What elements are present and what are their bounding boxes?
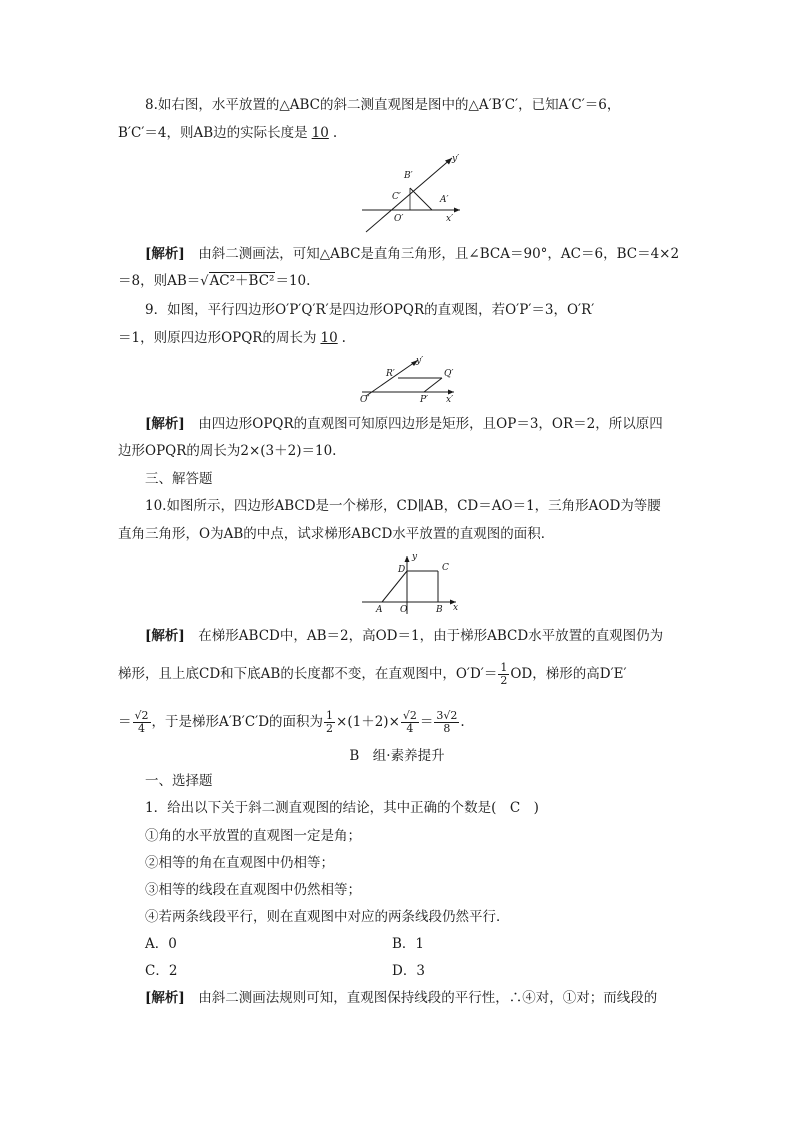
q8-label-O: O′ [394, 214, 404, 224]
s8-text-3: ＝10. [275, 273, 311, 289]
s8-text-2: ＝8，则AB＝ [118, 273, 201, 289]
q9-label-R: R′ [386, 369, 395, 379]
q9-label-x: x′ [446, 395, 454, 404]
s10-text-7: ＝ [419, 714, 434, 730]
q8-period: . [332, 125, 338, 141]
s8-radical: AC²＋BC² [209, 273, 275, 289]
q10-figure [360, 552, 466, 616]
s10-line-1 [145, 627, 663, 645]
s10-frac-5 [434, 710, 459, 735]
section-3-heading: 三、解答题 [145, 471, 213, 487]
q10-label-B: B [436, 605, 443, 615]
s1-tag: [解析] [145, 990, 185, 1006]
frac-denominator: 8 [443, 722, 451, 735]
q8-text: B′C′＝4，则AB边的实际长度是 [118, 125, 308, 141]
frac-numerator: √2 [402, 709, 417, 722]
q9-label-y: y′ [416, 356, 424, 366]
frac-numerator: 3√2 [436, 709, 458, 722]
q8-label-x: x′ [446, 214, 454, 224]
s10-tag: [解析] [145, 628, 185, 644]
s10-frac-1 [498, 662, 509, 687]
q1-option-c: C．2 [145, 963, 178, 979]
s10-line-3 [118, 710, 465, 735]
q1-option-d: D．3 [392, 963, 425, 979]
s9-line-1 [145, 415, 663, 433]
q8-label-y: y′ [452, 154, 460, 164]
section-1-heading: 一、选择题 [145, 773, 213, 789]
q1-statement-3: ③相等的线段在直观图中仍然相等； [145, 882, 361, 898]
s10-text-8: . [460, 714, 465, 730]
s10-text-5: ，于是梯形A′B′C′D的面积为 [151, 714, 324, 730]
q10-label-O: O [400, 605, 408, 615]
s9-tag: [解析] [145, 416, 185, 432]
q8-line-1: 8.如右图，水平放置的△ABC的斜二测直观图是图中的△A′B′C′，已知A′C′＝6， [145, 97, 621, 113]
s1-line-1 [145, 989, 657, 1007]
s8-tag: [解析] [145, 246, 185, 262]
s9-text-1: 由四边形OPQR的直观图可知原四边形是矩形，且OP＝3，OR＝2，所以原四 [198, 416, 663, 432]
q10-label-y: y [412, 552, 418, 562]
s10-text-4: ＝ [118, 714, 132, 730]
q9-label-O: O′ [360, 395, 370, 404]
q1-statement-4: ④若两条线段平行，则在直观图中对应的两条线段仍然平行． [145, 909, 510, 925]
s10-frac-2 [133, 710, 151, 735]
frac-numerator: 1 [326, 709, 334, 722]
group-b-heading: B 组·素养提升 [349, 748, 445, 764]
q8-label-A: A′ [440, 195, 449, 205]
q8-line-2 [118, 124, 337, 142]
s8-text-1: 由斜二测画法，可知△ABC是直角三角形，且∠BCA＝90°，AC＝6，BC＝4×2 [198, 246, 680, 262]
q8-answer: 10 [311, 125, 329, 141]
q1-stem: 1．给出以下关于斜二测直观图的结论，其中正确的个数是( C ) [145, 800, 539, 816]
frac-denominator: 4 [406, 722, 414, 735]
q8-figure [360, 150, 470, 236]
q1-statement-2: ②相等的角在直观图中仍相等； [145, 855, 334, 871]
q10-label-C: C [442, 563, 449, 573]
q1-statement-1: ①角的水平放置的直观图一定是角； [145, 828, 361, 844]
q9-answer: 10 [320, 330, 338, 346]
s9-line-2: 边形OPQR的周长为2×(3＋2)＝10. [118, 443, 337, 459]
q9-line-1: 9．如图，平行四边形O′P′Q′R′是四边形OPQR的直观图，若O′P′＝3，O′R′ [145, 302, 595, 318]
q1-option-b: B．1 [392, 936, 425, 952]
q9-label-P: P′ [420, 395, 429, 404]
frac-numerator: √2 [134, 709, 149, 722]
q10-label-D: D [398, 565, 406, 575]
q9-period: . [341, 330, 346, 346]
q10-label-x: x [453, 603, 459, 613]
s10-text-6: ×(1＋2)× [336, 714, 400, 730]
s10-frac-4 [401, 710, 419, 735]
q1-option-a: A．0 [145, 936, 177, 952]
frac-denominator: 4 [138, 722, 145, 735]
s10-line-2 [118, 662, 627, 687]
s8-line-1 [145, 245, 679, 263]
s8-line-2: ＝8，则AB＝√AC²＋BC²＝10. [118, 273, 311, 289]
s10-frac-3 [324, 710, 335, 735]
frac-numerator: 1 [500, 661, 508, 674]
q9-figure [360, 352, 460, 404]
s10-text-3: OD，梯形的高D′E′ [510, 666, 627, 682]
q10-line-1: 10.如图所示，四边形ABCD是一个梯形，CD∥AB，CD＝AO＝1，三角形AOD为等腰 [145, 498, 661, 514]
q9-text: ＝1，则原四边形OPQR的周长为 [118, 330, 317, 346]
frac-denominator: 2 [326, 722, 334, 735]
s10-text-2: 梯形，且上底CD和下底AB的长度都不变，在直观图中，O′D′＝ [118, 666, 498, 682]
s1-text-1: 由斜二测画法规则可知，直观图保持线段的平行性，∴④对，①对；而线段的 [198, 990, 658, 1006]
q9-label-Q: Q′ [444, 369, 454, 379]
s10-text-1: 在梯形ABCD中，AB＝2，高OD＝1，由于梯形ABCD水平放置的直观图仍为 [198, 628, 664, 644]
q9-line-2 [118, 329, 346, 347]
frac-denominator: 2 [500, 674, 508, 687]
q10-line-2: 直角三角形，O为AB的中点，试求梯形ABCD水平放置的直观图的面积． [118, 526, 555, 542]
q10-label-A: A [376, 605, 383, 615]
q8-label-B: B′ [404, 171, 413, 181]
q8-label-C: C′ [392, 192, 401, 202]
